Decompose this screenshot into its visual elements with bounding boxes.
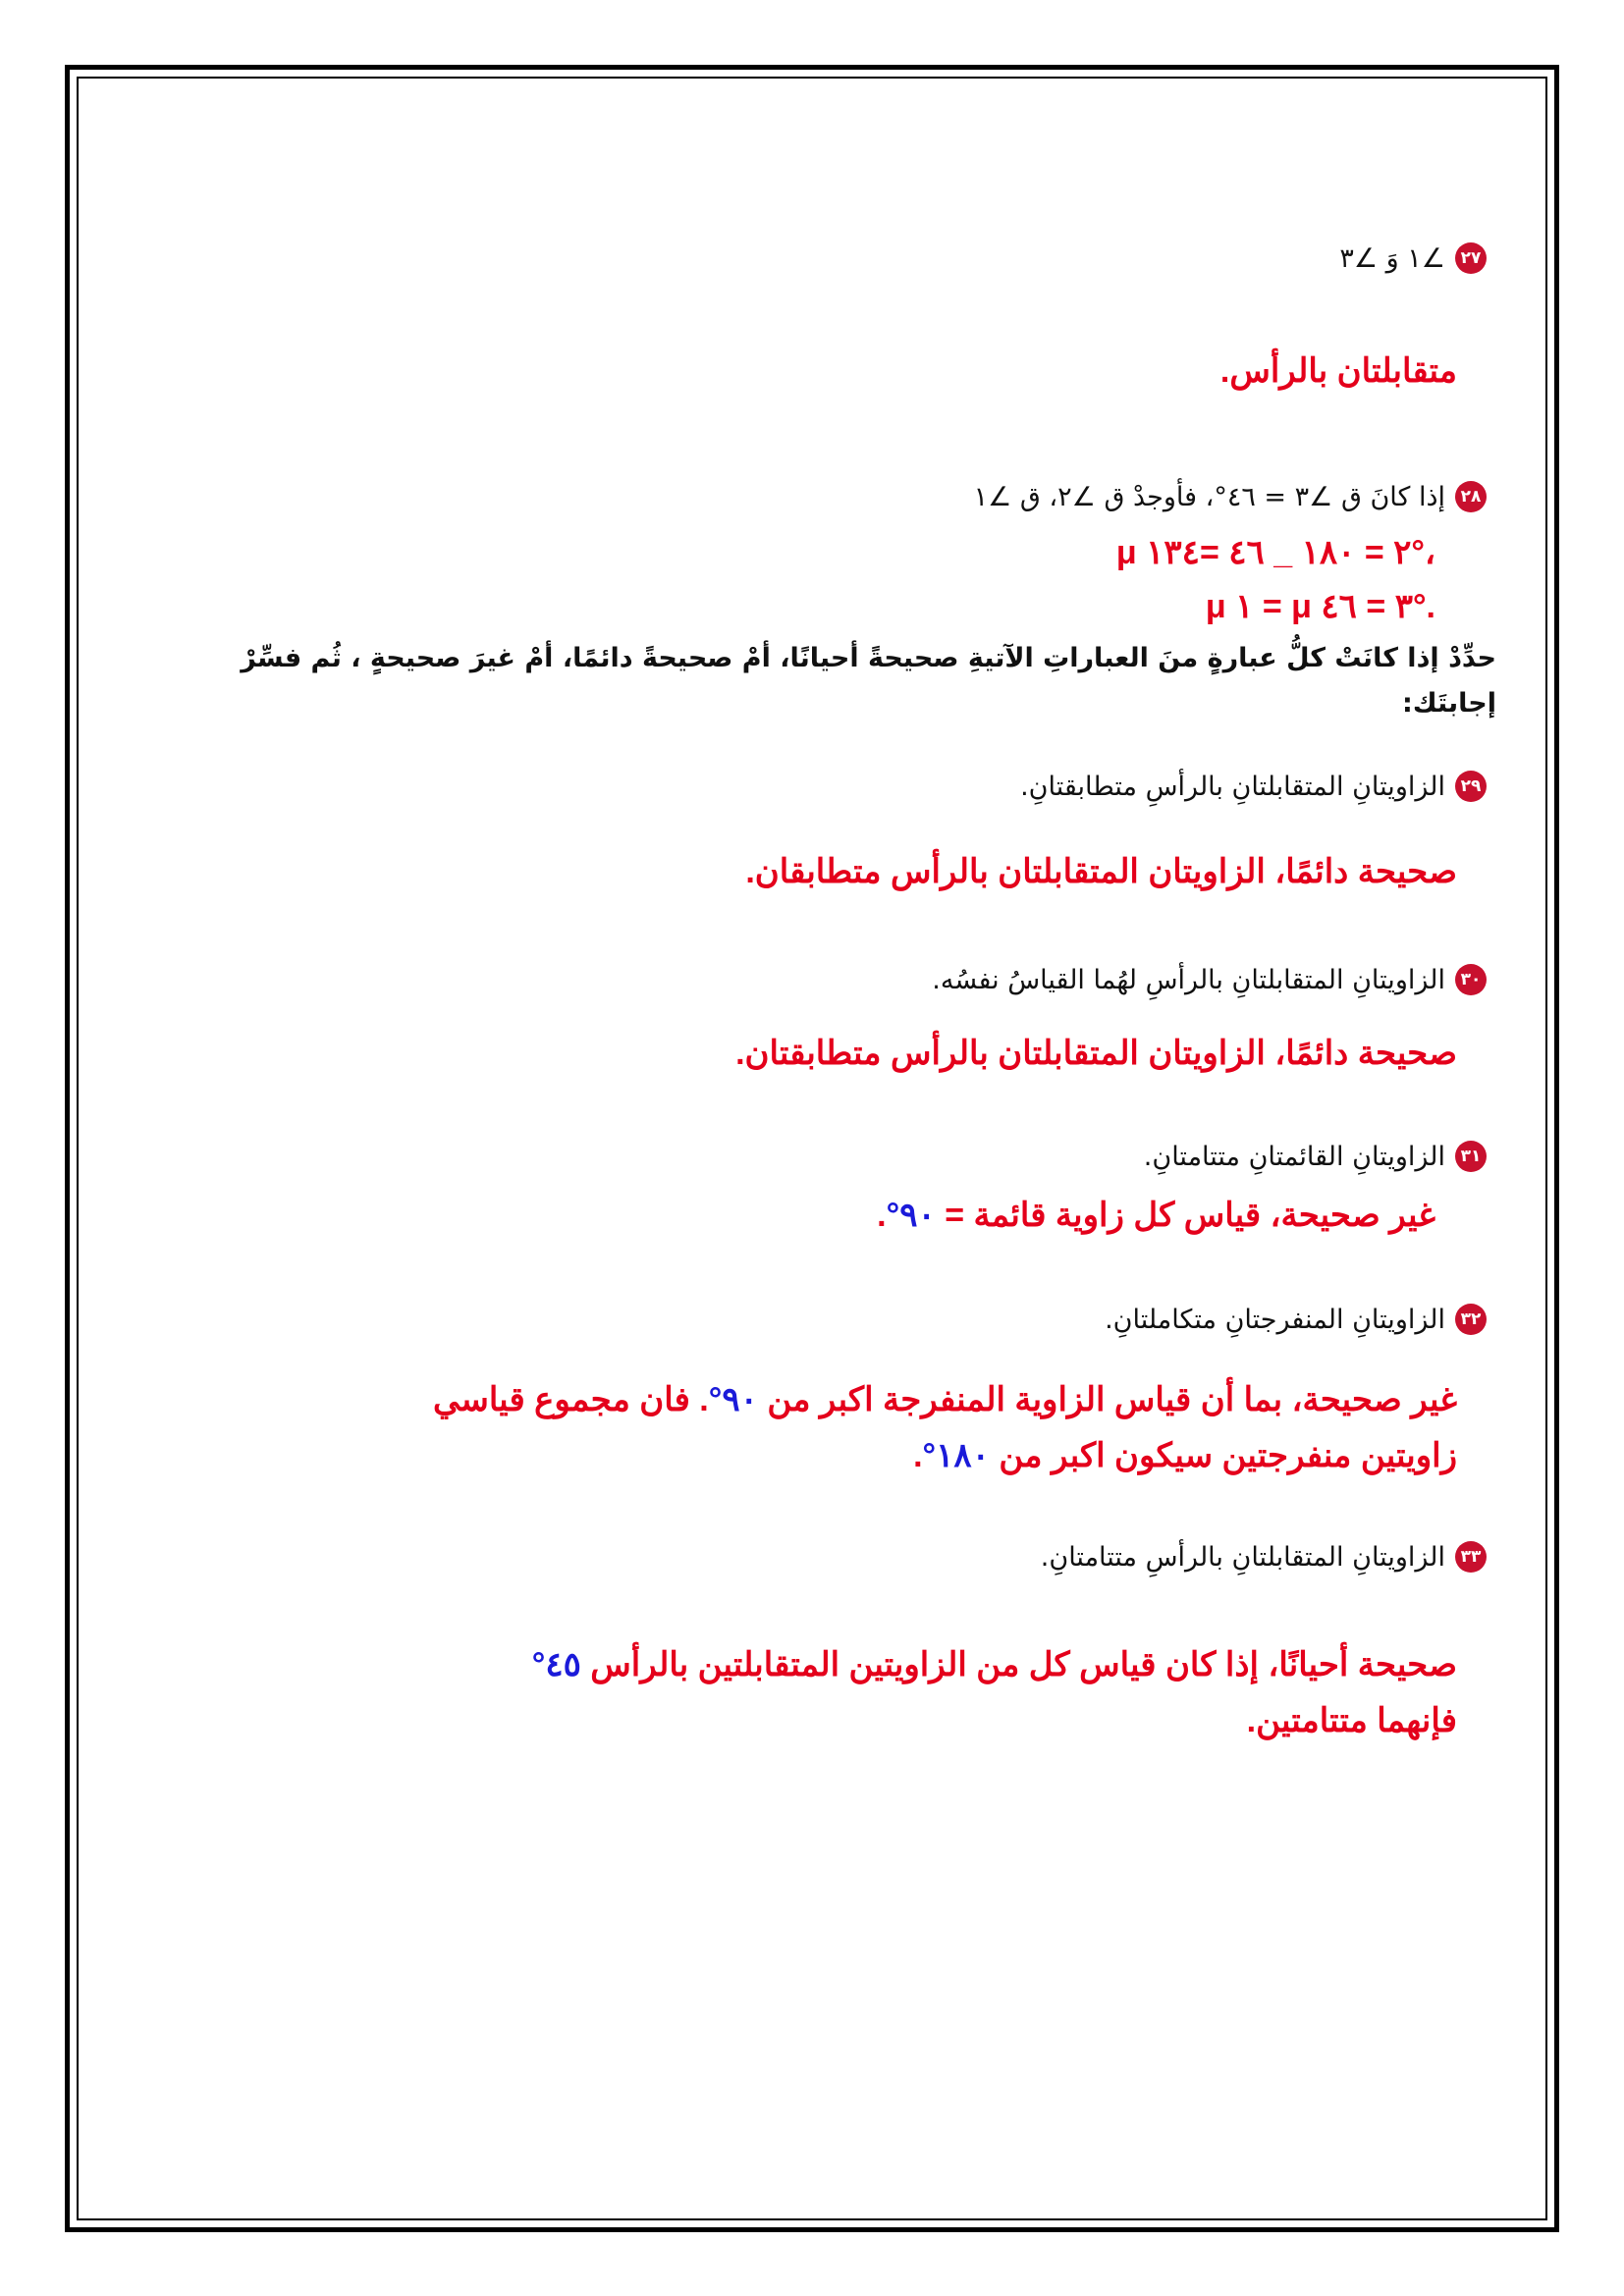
question-text: ∠١ وَ ∠٣ — [1339, 242, 1445, 274]
answer-32-line-1 — [433, 1372, 1457, 1427]
question-number-badge: ٣٣ — [1455, 1541, 1487, 1573]
question-text: الزاويتانِ المتقابلتانِ بالرأسِ متتامتانِ. — [1040, 1541, 1445, 1573]
question-number-badge: ٣١ — [1455, 1141, 1487, 1172]
answer-27: متقابلتان بالرأس. — [1219, 352, 1457, 390]
answer-31-number: ٩٠° — [886, 1197, 936, 1234]
answer-31-end: . — [877, 1197, 887, 1234]
question-text: الزاويتانِ المتقابلتانِ بالرأسِ متطابقتانِ. — [1020, 771, 1445, 802]
question-number-badge: ٢٩ — [1455, 771, 1487, 802]
answer-28-line-2: μ ١ = μ ٣ = ٤٦°. — [1205, 588, 1435, 625]
answer-33-line-2: فإنهما متتامتين. — [1246, 1702, 1457, 1739]
question-31 — [1144, 1141, 1487, 1172]
question-28 — [974, 481, 1487, 512]
answer-31-text: غير صحيحة، قياس كل زاوية قائمة = — [945, 1197, 1435, 1234]
answer-32-part-1: غير صحيحة، بما أن قياس الزاوية المنفرجة اكبر من — [767, 1381, 1457, 1418]
question-33 — [1041, 1541, 1487, 1573]
question-32 — [1105, 1304, 1487, 1335]
question-text: الزاويتانِ القائمتانِ متتامتانِ. — [1143, 1141, 1445, 1172]
answer-30: صحيحة دائمًا، الزاويتان المتقابلتان بالرأس متطابقتان. — [735, 1035, 1457, 1072]
answer-32-number-2: ١٨٠° — [922, 1437, 990, 1474]
question-number-badge: ٣٠ — [1455, 964, 1487, 995]
answer-33-number: ٤٥° — [531, 1646, 581, 1683]
answer-32-part-2: . فان مجموع قياسي — [433, 1381, 709, 1418]
answer-31 — [877, 1188, 1435, 1243]
question-29 — [1020, 771, 1487, 802]
question-27 — [1339, 242, 1487, 274]
answer-32-part-3: زاويتين منفرجتين سيكون اكبر من — [999, 1437, 1457, 1474]
question-30 — [932, 964, 1487, 995]
worksheet-page — [79, 79, 1545, 2218]
answer-29: صحيحة دائمًا، الزاويتان المتقابلتان بالرأس متطابقان. — [745, 853, 1457, 890]
question-number-badge: ٢٧ — [1455, 242, 1487, 274]
answer-33-line-1 — [532, 1637, 1457, 1692]
question-text: الزاويتانِ المنفرجتانِ متكاملتانِ. — [1105, 1304, 1445, 1335]
question-text: إذا كانَ ق ∠٣ = ٤٦°، فأوجدْ ق ∠٢، ق ∠١ — [973, 481, 1445, 512]
answer-32-line-2 — [913, 1428, 1457, 1483]
answer-33-part-1: صحيحة أحيانًا، إذا كان قياس كل من الزاويتين المتقابلتين بالرأس — [590, 1646, 1457, 1683]
question-number-badge: ٢٨ — [1455, 481, 1487, 512]
instruction-text: حدِّدْ إذا كانَتْ كلُّ عبارةٍ منَ العباراتِ الآتيةِ صحيحةً أحيانًا، أمْ صحيحةً دائمًا، أمْ غيرَ صحيحةٍ ، ثُم فسِّرْ إجابتَك: — [241, 643, 1496, 719]
answer-28-line-1: μ ٢ = ١٨٠ _ ٤٦ =١٣٤°، — [1115, 534, 1435, 571]
answer-32-end: . — [913, 1437, 923, 1474]
question-number-badge: ٣٢ — [1455, 1304, 1487, 1335]
question-text: الزاويتانِ المتقابلتانِ بالرأسِ لهُما القياسُ نفسُه. — [932, 964, 1445, 995]
answer-32-number-1: ٩٠° — [708, 1381, 758, 1418]
